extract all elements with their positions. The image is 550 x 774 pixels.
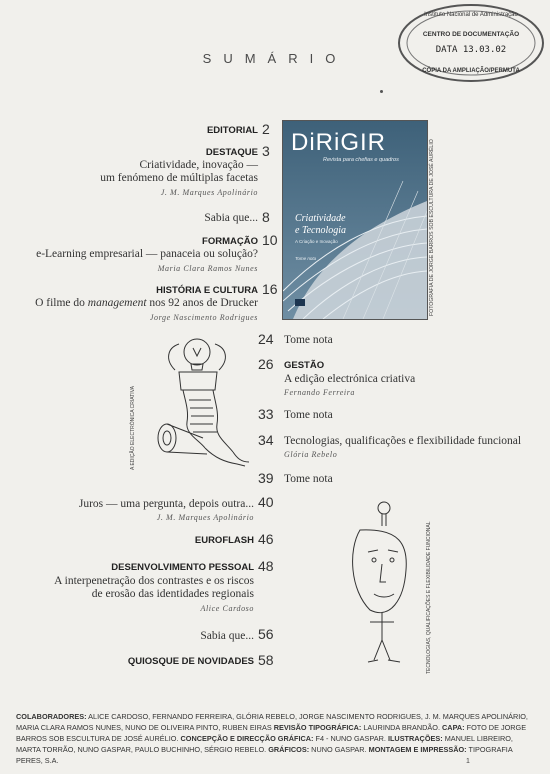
cover-photo-credit: FOTOGRAFIA DE JORGE BARROS SOB ESCULTURA DE JOSÉ AURÉLIO [429, 139, 435, 316]
article-desenvolvimento-line2: de erosão das identidades regionais [91, 588, 254, 600]
page-euroflash: 46 [258, 531, 274, 547]
section-formacao: FORMAÇÃO [202, 236, 258, 247]
magazine-cover [282, 120, 428, 320]
section-desenvolvimento: DESENVOLVIMENTO PESSOAL [111, 562, 254, 573]
page-juros: 40 [258, 494, 274, 510]
stamp-line-2: CENTRO DE DOCUMENTAÇÃO [422, 31, 520, 38]
stamp-line-1: Instituto Nacional de Administração [424, 12, 518, 18]
article-desenvolvimento-line1: A interpenetração dos contrastes e os riscos [54, 575, 254, 587]
author-gestao: Fernando Ferreira [284, 388, 356, 397]
section-gestao: GESTÃO [284, 360, 325, 371]
illustration-1-caption: A EDIÇÃO ELECTRÓNICA CRIATIVA [130, 386, 136, 470]
article-sabia-1: Sabia que... [204, 212, 258, 224]
cover-masthead: DiRiGIR [291, 129, 386, 156]
page-desenvolvimento: 48 [258, 558, 274, 574]
article-tome-nota-3: Tome nota [284, 473, 333, 485]
section-euroflash: EUROFLASH [194, 535, 254, 546]
illustration-2-caption: TECNOLOGIAS, QUALIFICAÇÕES E FLEXIBILIDADE FUNCIONAL [426, 521, 432, 674]
section-historia: HISTÓRIA E CULTURA [156, 285, 258, 296]
ink-dot [380, 90, 383, 93]
cover-headline-1: Criatividade [295, 213, 346, 224]
stamp-line-3: DATA 13.03.02 [435, 45, 507, 55]
article-tome-nota-2: Tome nota [284, 409, 333, 421]
page-destaque: 3 [262, 143, 270, 159]
stamp-line-4: CÓPIA DA AMPLIAÇÃO/PERMUTA [422, 68, 520, 74]
page-editorial: 2 [262, 121, 270, 137]
page-number: 1 [466, 758, 470, 765]
article-tecnologias: Tecnologias, qualificações e flexibilidade funcional [284, 435, 522, 447]
section-quiosque: QUIOSQUE DE NOVIDADES [127, 656, 254, 667]
article-gestao: A edição electrónica criativa [284, 373, 416, 385]
page-gestao: 26 [258, 356, 274, 372]
article-destaque-line2: um fenómeno de múltiplas facetas [100, 172, 258, 184]
flexibility-illustration [330, 490, 430, 670]
collaborators-credits: COLABORADORES: ALICE CARDOSO, FERNANDO FERREIRA, GLÓRIA REBELO, JORGE NASCIMENTO RODRIGUES, J. M. MARQUES APOLINÁRIO, MARIA CLARA RAMOS NUNES, NUNO DE OLIVEIRA PINTO, RUBEN EIRAS REVISÃO TIPOGRÁFICA: LAURINDA BRANDÃO. CAPA: FOTO DE JORGE BARROS SOB ESCULTURA DE JOSÉ AURÉLIO. CONCEPÇÃO E DIRECÇÃO GRÁFICA: F4 - NUNO GASPAR. ILUSTRAÇÕES: MANUEL LIBREIRO, MARTA TORRÃO, NUNO GASPAR, PAULO BUCHINHO, SÉRGIO REBELO. GRÁFICOS: NUNO GASPAR. MONTAGEM E IMPRESSÃO: TIPOGRAFIA PERES, S.A. [16, 712, 528, 765]
article-tome-nota-1: Tome nota [284, 334, 333, 346]
page-formacao: 10 [262, 232, 278, 248]
article-juros: Juros — uma pergunta, depois outra... [78, 498, 254, 510]
author-destaque: J. M. Marques Apolinário [160, 188, 258, 197]
author-formacao: Maria Clara Ramos Nunes [157, 264, 258, 273]
electronic-publishing-illustration [145, 330, 255, 480]
cover-subtitle: A Criação e Inovação [295, 239, 338, 244]
page-tome-nota-3: 39 [258, 470, 274, 486]
cover-tagline: Revista para chefias e quadros [323, 157, 399, 163]
cover-headline-2: e Tecnologia [295, 225, 347, 236]
page-tome-nota-2: 33 [258, 406, 274, 422]
page-quiosque: 58 [258, 652, 274, 668]
archive-stamp [396, 2, 546, 84]
page-sabia-1: 8 [262, 209, 270, 225]
page-historia: 16 [262, 281, 278, 297]
page-title: SUMÁRIO [202, 51, 348, 66]
article-historia: O filme do management nos 92 anos de Drucker [35, 297, 258, 309]
section-editorial: EDITORIAL [206, 125, 258, 136]
page-sabia-2: 56 [258, 626, 274, 642]
article-sabia-2: Sabia que... [200, 630, 254, 642]
page-tome-nota-1: 24 [258, 331, 274, 347]
cover-extra: Tome nota [295, 256, 317, 261]
author-desenvolvimento: Alice Cardoso [200, 604, 254, 613]
author-juros: J. M. Marques Apolinário [156, 513, 254, 522]
page-tecnologias: 34 [258, 432, 274, 448]
article-formacao: e-Learning empresarial — panaceia ou solução? [36, 248, 258, 260]
section-destaque: DESTAQUE [205, 147, 258, 158]
author-historia: Jorge Nascimento Rodrigues [149, 313, 258, 322]
article-destaque-line1: Criatividade, inovação — [139, 159, 258, 171]
author-tecnologias: Glória Rebelo [284, 450, 338, 459]
